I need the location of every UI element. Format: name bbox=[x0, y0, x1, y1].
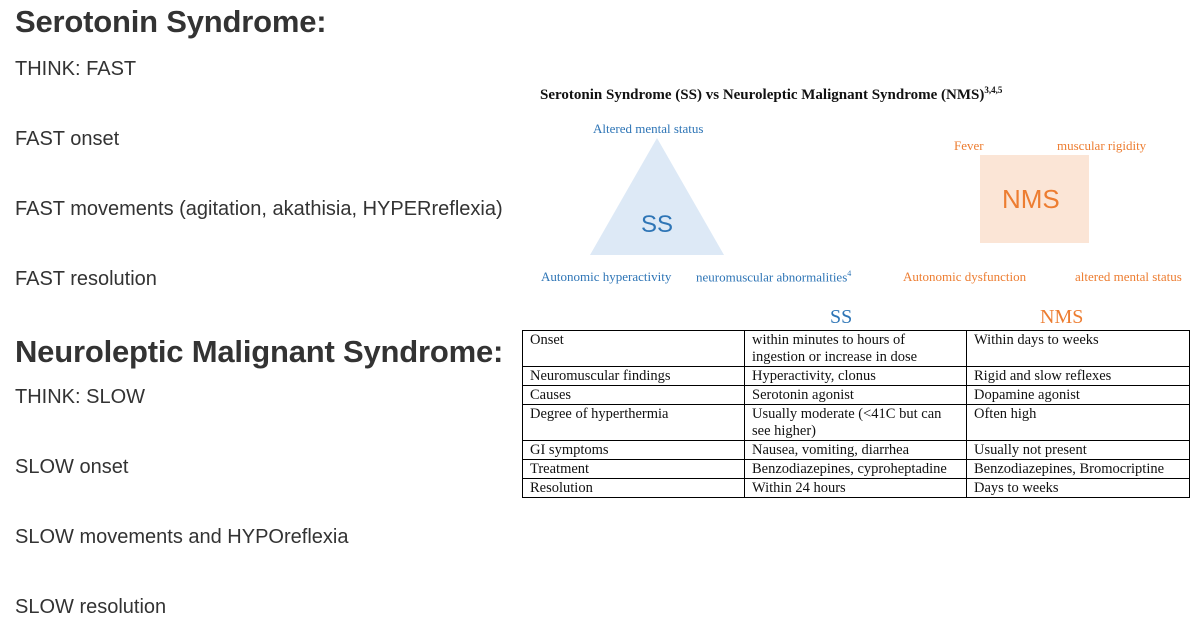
nms-bottom-left-label: Autonomic dysfunction bbox=[903, 269, 1027, 284]
nms-top-right-label: muscular rigidity bbox=[1057, 138, 1147, 153]
nms-cell: Within days to weeks bbox=[967, 331, 1190, 367]
table-row bbox=[523, 479, 1190, 498]
ss-line-onset: FAST onset bbox=[15, 128, 120, 150]
row-label: Causes bbox=[523, 386, 745, 405]
comparison-table bbox=[522, 330, 1190, 498]
table-row bbox=[523, 386, 1190, 405]
ss-top-label: Altered mental status bbox=[593, 121, 704, 136]
table-row bbox=[523, 405, 1190, 441]
nms-cell: Rigid and slow reflexes bbox=[967, 367, 1190, 386]
nms-line-movements: SLOW movements and HYPOreflexia bbox=[15, 526, 349, 548]
table-row bbox=[523, 441, 1190, 460]
nms-cell: Often high bbox=[967, 405, 1190, 441]
nms-line-think: THINK: SLOW bbox=[15, 386, 146, 408]
ss-line-resolution: FAST resolution bbox=[15, 268, 157, 290]
ss-cell: Within 24 hours bbox=[745, 479, 967, 498]
ss-cell: Benzodiazepines, cyproheptadine bbox=[745, 460, 967, 479]
nms-top-left-label: Fever bbox=[954, 138, 984, 153]
ss-line-think: THINK: FAST bbox=[15, 58, 137, 80]
ss-cell: Hyperactivity, clonus bbox=[745, 367, 967, 386]
row-label: Degree of hyperthermia bbox=[523, 405, 745, 441]
row-label: Onset bbox=[523, 331, 745, 367]
ss-cell: Nausea, vomiting, diarrhea bbox=[745, 441, 967, 460]
ss-heading: Serotonin Syndrome: bbox=[15, 4, 327, 39]
figure-title: Serotonin Syndrome (SS) vs Neuroleptic Malignant Syndrome (NMS)$^{3,4,5}$ bbox=[540, 85, 1003, 103]
nms-cell: Benzodiazepines, Bromocriptine bbox=[967, 460, 1190, 479]
col-header-ss: SS bbox=[830, 306, 853, 328]
nms-cell: Days to weeks bbox=[967, 479, 1190, 498]
col-header-nms: NMS bbox=[1040, 306, 1084, 328]
row-label: Neuromuscular findings bbox=[523, 367, 745, 386]
table-row bbox=[523, 331, 1190, 367]
row-label: Resolution bbox=[523, 479, 745, 498]
nms-heading: Neuroleptic Malignant Syndrome: bbox=[15, 334, 504, 369]
row-label: Treatment bbox=[523, 460, 745, 479]
ss-line-movements: FAST movements (agitation, akathisia, HYPERreflexia) bbox=[15, 198, 503, 220]
ss-bottom-right-label: neuromuscular abnormalities$^4$ bbox=[696, 269, 852, 285]
table-row bbox=[523, 367, 1190, 386]
ss-triangle-label: SS bbox=[641, 211, 674, 238]
ss-cell: within minutes to hours of ingestion or increase in dose bbox=[745, 331, 967, 367]
ss-cell: Usually moderate (<41C but can see higher) bbox=[745, 405, 967, 441]
nms-cell: Usually not present bbox=[967, 441, 1190, 460]
nms-square-label: NMS bbox=[1002, 184, 1060, 214]
ss-cell: Serotonin agonist bbox=[745, 386, 967, 405]
nms-line-resolution: SLOW resolution bbox=[15, 596, 167, 618]
ss-bottom-left-label: Autonomic hyperactivity bbox=[541, 269, 672, 284]
table-row bbox=[523, 460, 1190, 479]
nms-bottom-right-label: altered mental status bbox=[1075, 269, 1182, 284]
row-label: GI symptoms bbox=[523, 441, 745, 460]
nms-line-onset: SLOW onset bbox=[15, 456, 129, 478]
nms-cell: Dopamine agonist bbox=[967, 386, 1190, 405]
